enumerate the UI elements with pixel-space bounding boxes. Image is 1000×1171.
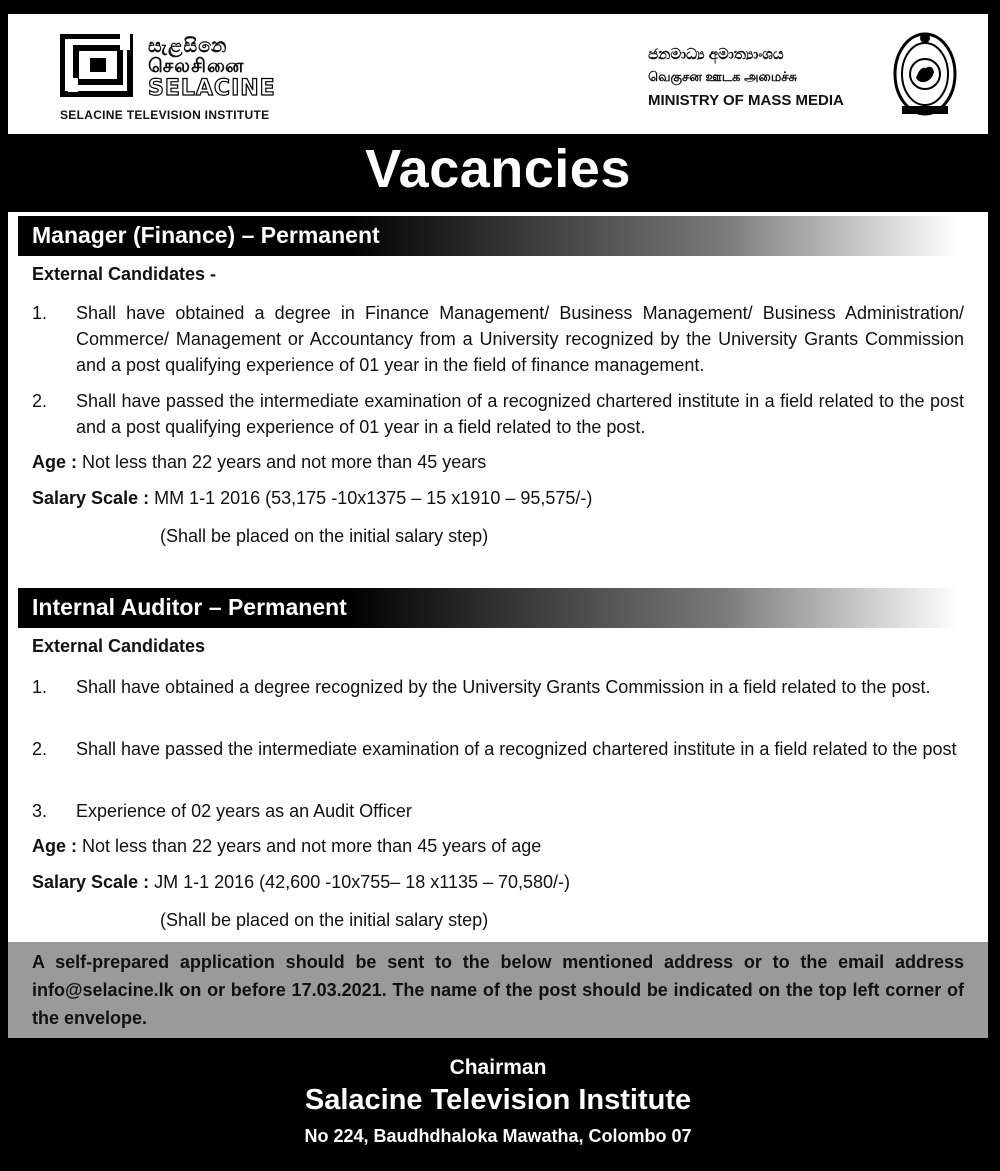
section-heading-text: Manager (Finance) – Permanent	[32, 222, 380, 248]
list-item	[32, 736, 964, 788]
ministry-tamil: வெகுசன ஊடக அமைச்சு	[648, 69, 797, 84]
title-band	[8, 134, 988, 212]
application-notice	[8, 942, 988, 1038]
vacancy-advertisement	[8, 14, 988, 1154]
list-item	[32, 674, 964, 726]
list-item-number: 2.	[32, 739, 48, 759]
list-item	[32, 388, 964, 440]
age-requirement	[32, 452, 486, 473]
list-item-number: 1.	[32, 677, 48, 697]
list-item-number: 1.	[32, 303, 48, 323]
age-value: Not less than 22 years and not more than 45 years of age	[77, 836, 542, 856]
list-item-text: Shall have obtained a degree recognized by the University Grants Commission in a field related to the post.	[76, 677, 931, 697]
age-label: Age :	[32, 452, 77, 472]
national-emblem-icon	[892, 28, 958, 120]
page-title: Vacancies	[365, 139, 631, 199]
list-item-number: 3.	[32, 801, 48, 821]
section-heading-text: Internal Auditor – Permanent	[32, 594, 347, 620]
footer-role: Chairman	[449, 1056, 547, 1079]
header	[8, 14, 988, 134]
section-heading-internal-auditor	[18, 588, 958, 628]
salary-value: MM 1-1 2016 (53,175 -10x1375 – 15 x1910 – 95,575/-)	[149, 488, 593, 508]
salary-label: Salary Scale :	[32, 488, 150, 508]
application-notice-text: A self-prepared application should be sent to the below mentioned address or to the email address info@selacine.lk on or before 17.03.2021. The name of the post should be indicated on the top left corner of the envelope.	[32, 952, 964, 1028]
list-item-text: Experience of 02 years as an Audit Officer	[76, 801, 412, 821]
list-item-text: Shall have passed the intermediate examination of a recognized chartered institute in a field related to the post	[76, 739, 957, 759]
age-value: Not less than 22 years and not more than 45 years	[77, 452, 487, 472]
ministry-english: MINISTRY OF MASS MEDIA	[648, 92, 844, 109]
salary-note: (Shall be placed on the initial salary step)	[160, 910, 489, 930]
list-item-number: 2.	[32, 391, 48, 411]
logo-latin-text: SELACINE	[148, 76, 276, 101]
footer-address: No 224, Baudhdhaloka Mawatha, Colombo 07	[304, 1126, 692, 1146]
logo-sinhala-text: සැළසිනෙ	[148, 36, 228, 57]
age-label: Age :	[32, 836, 77, 856]
salary-scale	[32, 488, 592, 509]
list-item-text: Shall have passed the intermediate examination of a recognized chartered institute in a field related to the post and a post qualifying experience of 01 year in a field related to the post.	[76, 391, 964, 437]
section-heading-manager-finance	[18, 216, 958, 256]
list-item	[32, 300, 964, 378]
ministry-sinhala: ජනමාධ්‍ය අමාත්‍යාංශය	[648, 46, 784, 63]
footer	[8, 1038, 988, 1154]
salary-note: (Shall be placed on the initial salary step)	[160, 526, 489, 546]
selacine-logo-icon	[60, 34, 140, 98]
section-subheading: External Candidates	[32, 636, 206, 656]
selacine-logo	[60, 34, 280, 144]
ministry-block	[648, 46, 878, 109]
salary-label: Salary Scale :	[32, 872, 150, 892]
salary-value: JM 1-1 2016 (42,600 -10x755– 18 x1135 – 70,580/-)	[149, 872, 571, 892]
logo-caption: SELACINE TELEVISION INSTITUTE	[60, 108, 270, 122]
footer-organization: Salacine Television Institute	[304, 1084, 692, 1116]
list-item-text: Shall have obtained a degree in Finance Management/ Business Management/ Business Administration/ Commerce/ Management or Accountancy from a University recognized by the University Grants Commission and a post qualifying experience of 01 year in the field of finance management.	[76, 303, 964, 375]
salary-scale	[32, 872, 570, 893]
section-subheading: External Candidates -	[32, 264, 217, 284]
age-requirement	[32, 836, 541, 857]
list-item	[32, 798, 964, 824]
logo-tamil-text: செலசினை	[148, 56, 245, 77]
